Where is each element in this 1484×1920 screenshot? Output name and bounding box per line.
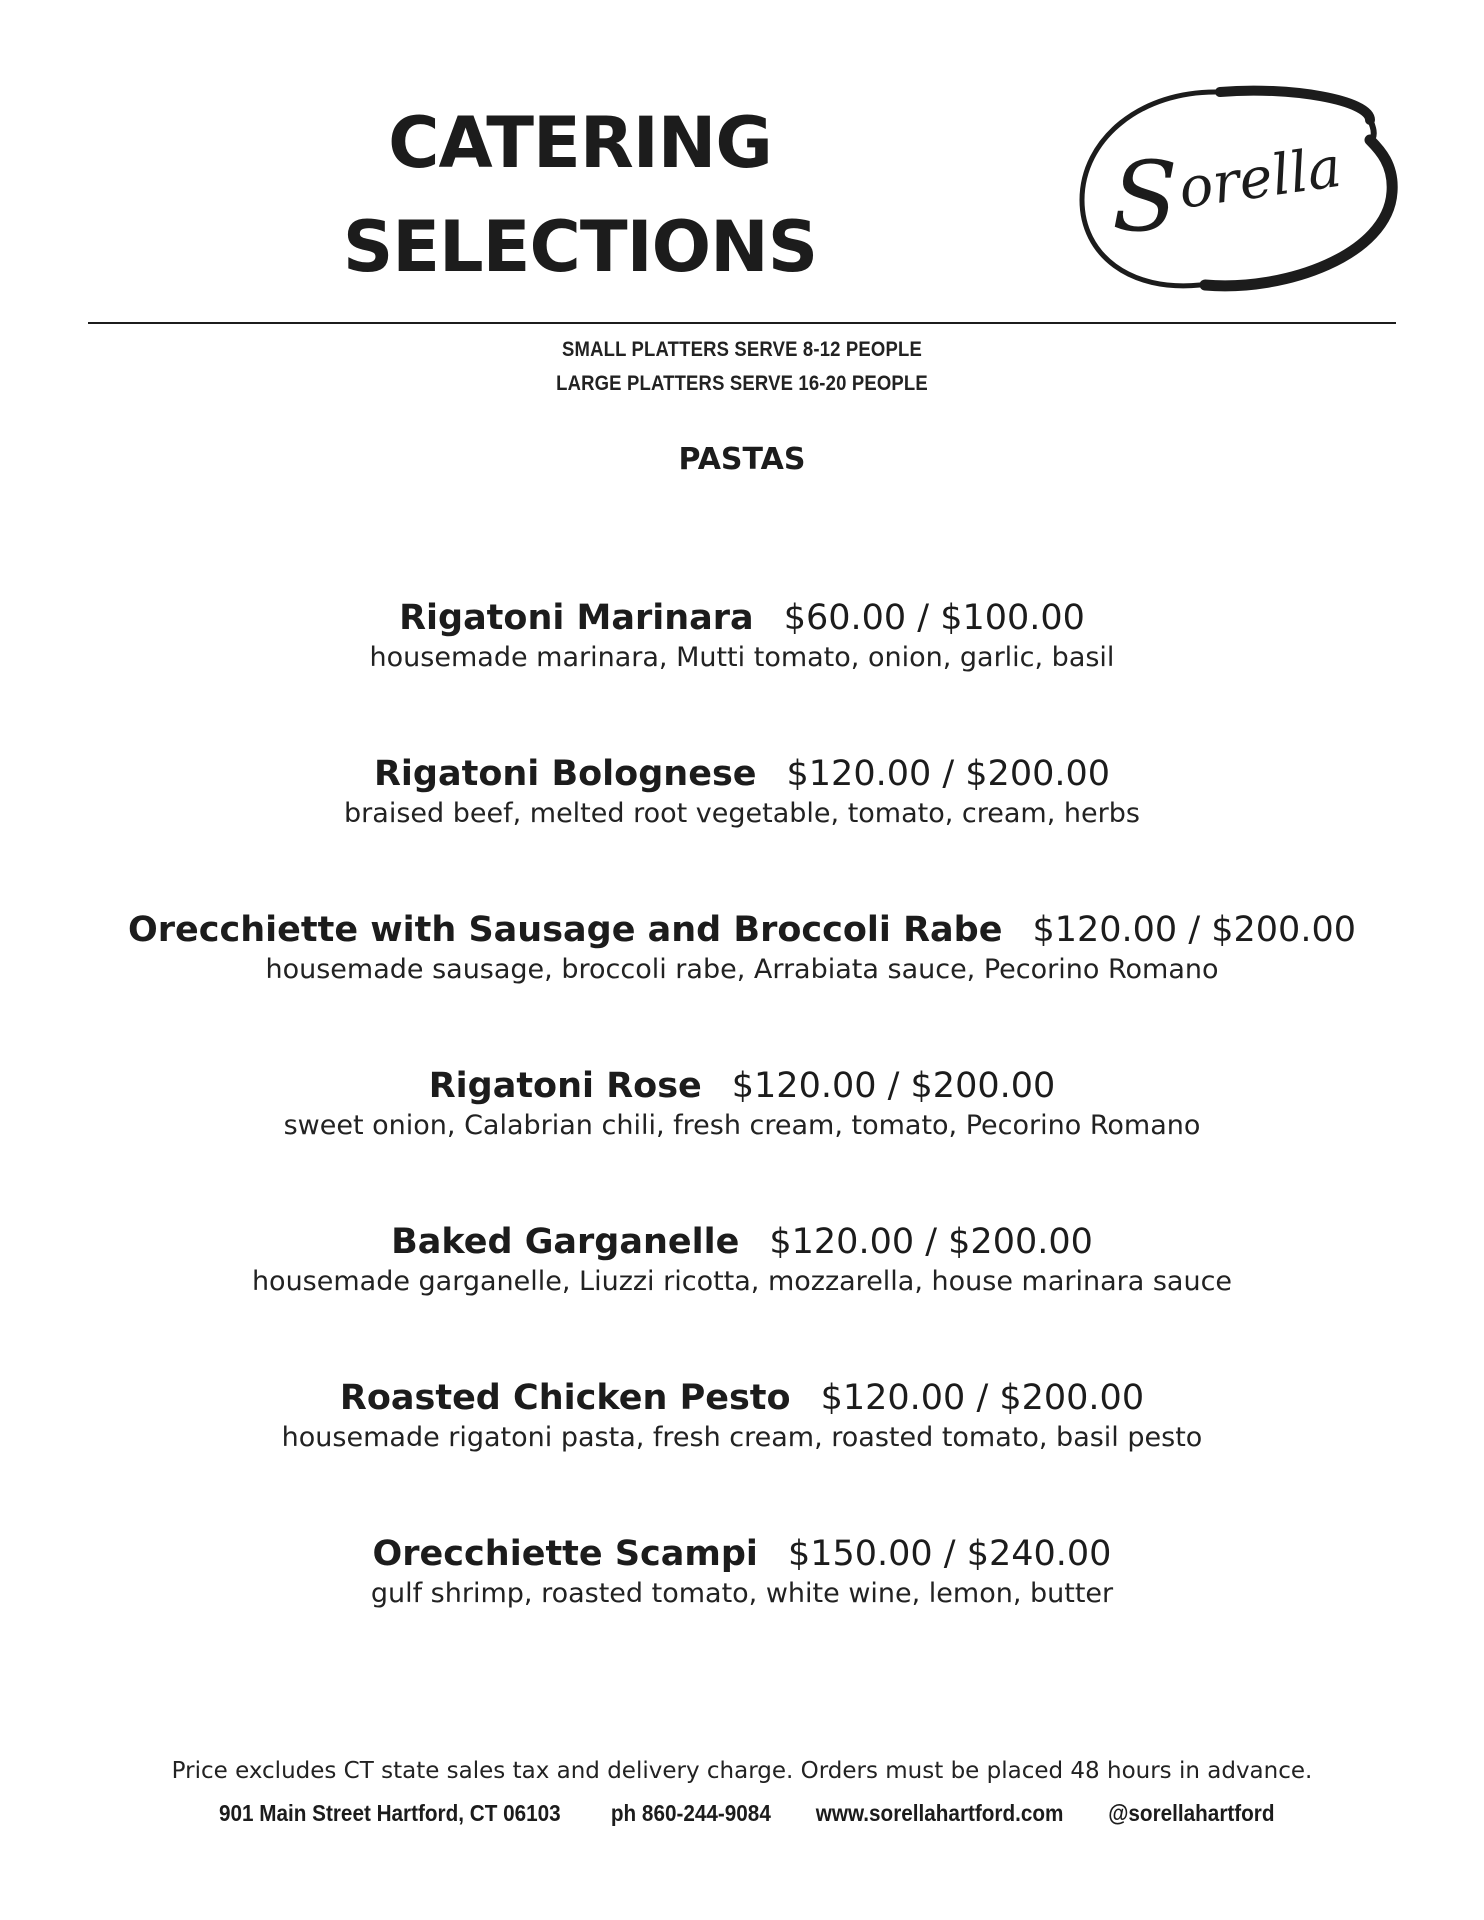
menu-item: [0, 908, 1484, 988]
menu-item-price: $60.00 / $100.00: [783, 598, 1085, 638]
menu-item-price: $120.00 / $200.00: [731, 1066, 1056, 1106]
menu-item: [0, 1376, 1484, 1456]
menu-item: [0, 752, 1484, 832]
menu-item-description: gulf shrimp, roasted tomato, white wine, lemon, butter: [370, 1578, 1114, 1609]
menu-item-price: $120.00 / $200.00: [786, 754, 1111, 794]
menu-item: [0, 596, 1484, 676]
menu-item: [0, 1220, 1484, 1300]
social-handle[interactable]: @sorellahartford: [1108, 1800, 1275, 1826]
menu-item-name: Rigatoni Marinara: [399, 598, 754, 638]
page-title-line-2: SELECTIONS: [342, 206, 818, 288]
menu-item-price: $120.00 / $200.00: [769, 1222, 1093, 1262]
header-divider: [88, 322, 1396, 324]
pricing-disclaimer: Price excludes CT state sales tax and delivery charge. Orders must be placed 48 hours in advance.: [171, 1758, 1313, 1784]
logo-letter-s: S: [1112, 141, 1178, 253]
menu-item-description: housemade rigatoni pasta, fresh cream, roasted tomato, basil pesto: [281, 1422, 1203, 1453]
menu-item-name: Orecchiette with Sausage and Broccoli Rabe: [128, 910, 1003, 950]
menu-item-description: braised beef, melted root vegetable, tomato, cream, herbs: [344, 798, 1140, 829]
menu-item-price: $120.00 / $200.00: [820, 1378, 1145, 1418]
menu-item-name: Roasted Chicken Pesto: [339, 1378, 791, 1418]
menu-item-price: $120.00 / $200.00: [1032, 910, 1356, 950]
menu-item-name: Orecchiette Scampi: [372, 1534, 758, 1574]
phone-number: ph 860-244-9084: [610, 1800, 771, 1826]
menu-item-name: Rigatoni Rose: [428, 1066, 702, 1106]
menu-item-name: Baked Garganelle: [391, 1222, 740, 1262]
menu-item-description: housemade garganelle, Liuzzi ricotta, mozzarella, house marinara sauce: [251, 1266, 1233, 1297]
contact-line: [0, 1800, 1484, 1827]
large-platter-info: LARGE PLATTERS SERVE 16-20 PEOPLE: [556, 372, 928, 395]
page-title-line-1: CATERING: [388, 102, 772, 184]
website-link[interactable]: www.sorellahartford.com: [815, 1800, 1064, 1826]
menu-item-description: housemade marinara, Mutti tomato, onion, garlic, basil: [369, 642, 1115, 673]
svg-text:orella: orella: [1174, 134, 1346, 222]
address: 901 Main Street Hartford, CT 06103: [219, 1800, 561, 1826]
menu-item: [0, 1532, 1484, 1612]
menu-item-price: $150.00 / $240.00: [787, 1534, 1112, 1574]
menu-item: [0, 1064, 1484, 1144]
menu-item-name: Rigatoni Bolognese: [373, 754, 757, 794]
menu-item-description: housemade sausage, broccoli rabe, Arrabiata sauce, Pecorino Romano: [265, 954, 1219, 985]
section-title-pastas: PASTAS: [678, 442, 806, 477]
menu-item-description: sweet onion, Calabrian chili, fresh cream, tomato, Pecorino Romano: [283, 1110, 1201, 1141]
small-platter-info: SMALL PLATTERS SERVE 8-12 PEOPLE: [562, 338, 922, 361]
sorella-logo: [1070, 80, 1400, 310]
